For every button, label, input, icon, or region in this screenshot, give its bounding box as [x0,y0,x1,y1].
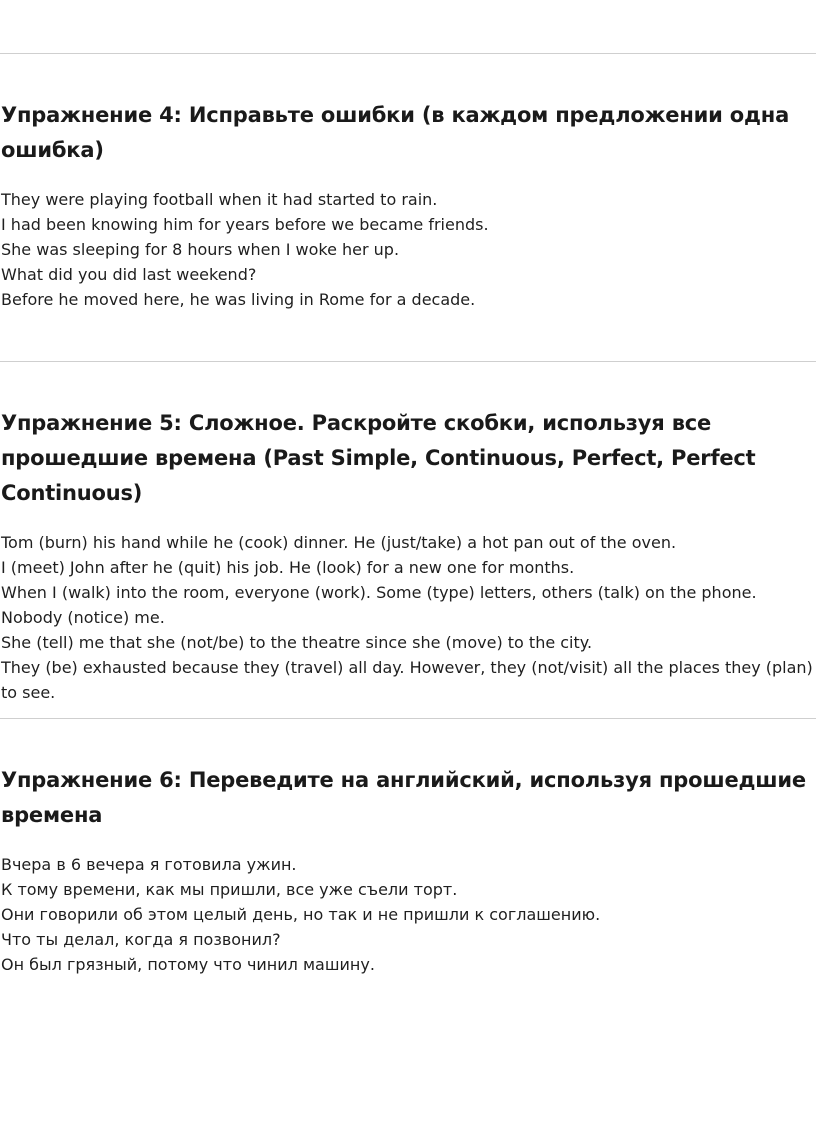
exercise-6 [1,763,813,977]
divider-lower [0,718,816,719]
sentence: К тому времени, как мы пришли, все уже съели торт. [1,880,458,899]
exercise-4-sentences [1,187,813,312]
sentence: Что ты делал, когда я позвонил? [1,930,281,949]
divider-top [0,53,816,54]
exercise-5-sentences [1,530,813,705]
sentence: Вчера в 6 вечера я готовила ужин. [1,855,297,874]
divider-middle [0,361,816,362]
sentence: What did you did last weekend? [1,265,257,284]
exercise-6-title: Упражнение 6: Переведите на английский, используя прошедшие времена [1,768,806,827]
sentence: They were playing football when it had started to rain. [1,190,438,209]
sentence: She was sleeping for 8 hours when I woke her up. [1,240,400,259]
exercise-6-sentences [1,852,813,977]
sentence: They (be) exhausted because they (travel) all day. However, they (not/visit) all the places they (plan) to see. [1,658,813,702]
sentence: Nobody (notice) me. [1,608,165,627]
exercise-5-title: Упражнение 5: Сложное. Раскройте скобки, используя все прошедшие времена (Past Simple, Continuous, Perfect, Perfect Continuous) [1,411,756,505]
sentence: Before he moved here, he was living in Rome for a decade. [1,290,476,309]
exercise-4 [1,98,813,312]
sentence: I (meet) John after he (quit) his job. He (look) for a new one for months. [1,558,575,577]
sentence: I had been knowing him for years before we became friends. [1,215,489,234]
sentence: When I (walk) into the room, everyone (work). Some (type) letters, others (talk) on the phone. [1,583,757,602]
exercise-4-title: Упражнение 4: Исправьте ошибки (в каждом предложении одна ошибка) [1,103,790,162]
sentence: Они говорили об этом целый день, но так и не пришли к соглашению. [1,905,601,924]
sentence: Он был грязный, потому что чинил машину. [1,955,375,974]
sentence: She (tell) me that she (not/be) to the theatre since she (move) to the city. [1,633,593,652]
sentence: Tom (burn) his hand while he (cook) dinner. He (just/take) a hot pan out of the oven. [1,533,677,552]
exercise-5 [1,406,813,705]
